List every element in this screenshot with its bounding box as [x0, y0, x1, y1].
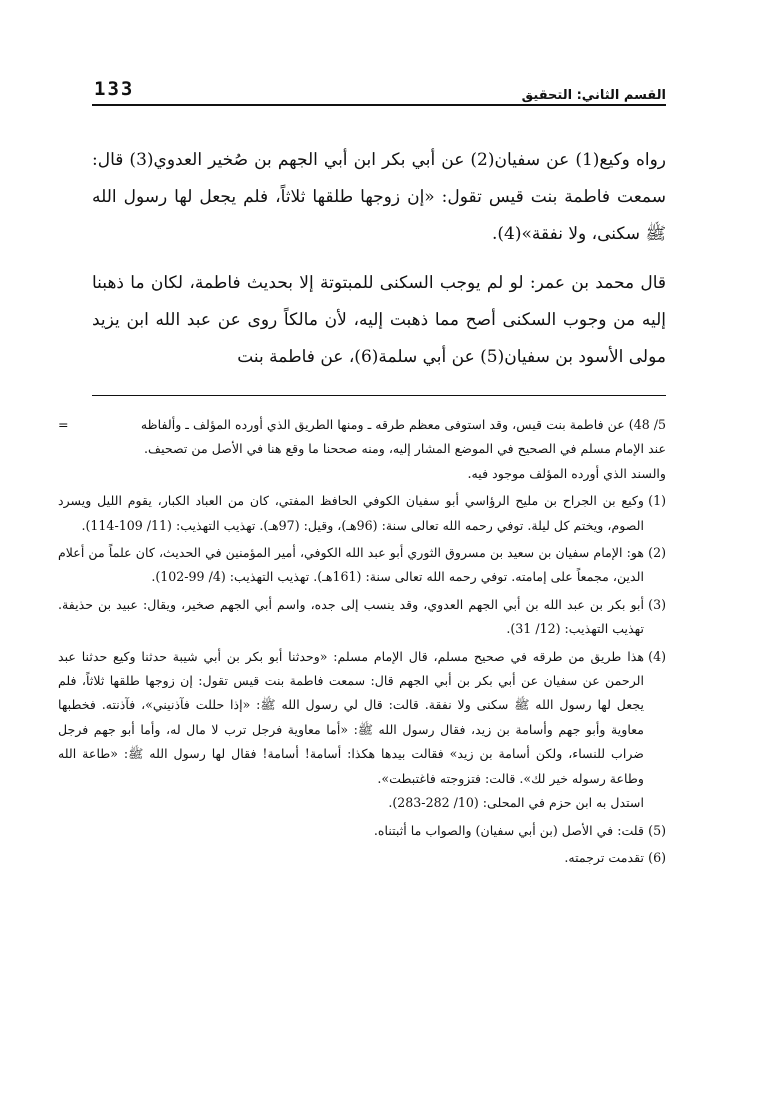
- main-text: [92, 142, 666, 376]
- footnote-text: تقدمت ترجمته.: [564, 849, 644, 865]
- footnote-text: استدل به ابن حزم في المحلى: (10/ 282-283).: [388, 795, 644, 811]
- footnote-number: (5): [648, 822, 666, 838]
- footnote-number: (2): [648, 545, 666, 561]
- footnotes: [58, 413, 666, 873]
- footnote-number: (3): [648, 596, 666, 612]
- footnote-separator: [92, 395, 666, 396]
- footnote: [58, 489, 666, 538]
- footnote: [58, 819, 666, 843]
- footnote-text: قلت: في الأصل (بن أبي سفيان) والصواب ما أثبتناه.: [373, 822, 644, 838]
- footnote: [58, 593, 666, 642]
- footnote-text: عند الإمام مسلم في الصحيح في الموضع المشار إليه، ومنه صححنا ما وقع هنا في الأصل من تصحيف.: [144, 441, 666, 457]
- footnote-number: (6): [648, 849, 666, 865]
- footnote-text: هو: الإمام سفيان بن سعيد بن مسروق الثوري أبو عبد الله الكوفي، أمير المؤمنين في الحديث، كان علماً من أعلام الدين، مجمعاً على إمامته. توفي رحمه الله تعالى سنة: (161هـ). تهذيب التهذيب: (4/ 99-102).: [58, 545, 644, 585]
- footnote-text: والسند الذي أورده المؤلف موجود فيه.: [467, 465, 666, 481]
- footnote: [58, 846, 666, 870]
- footnote-text: وكيع بن الجراح بن مليح الرؤاسي أبو سفيان الكوفي الحافظ المفتي، كان من العباد الكبار، يقوم الليل ويسرد الصوم، ويختم كل ليلة. توفي رحمه الله تعالى سنة: (96هـ)، وقيل: (97هـ). تهذيب التهذيب: (11/ 109-114).: [58, 493, 644, 533]
- page-header: [92, 78, 666, 106]
- footnote-text: 5/ 48) عن فاطمة بنت قيس، وقد استوفى معظم طرقه ـ ومنها الطريق الذي أورده المؤلف ـ وألفاظه: [140, 417, 666, 432]
- footnote: [58, 645, 666, 816]
- paragraph: رواه وكيع(1) عن سفيان(2) عن أبي بكر ابن أبي الجهم بن صُخير العدوي(3) قال: سمعت فاطمة بنت قيس تقول: «إن زوجها طلقها ثلاثاً، فلم يجعل لها رسول الله ﷺ سكنى، ولا نفقة»(4).: [92, 150, 666, 244]
- footnote-text: أبو بكر بن عبد الله بن أبي الجهم العدوي، وقد ينسب إلى جده، واسم أبي الجهم صخير، ويقال: عبيد بن حذيفة. تهذيب التهذيب: (12/ 31).: [58, 596, 644, 637]
- footnote: [58, 541, 666, 590]
- paragraph: قال محمد بن عمر: لو لم يوجب السكنى للمبتوتة إلا بحديث فاطمة، لكان ما ذهبنا إليه من وجوب السكنى أصح مما ذهبت إليه، لأن مالكاً روى عن عبد الله ابن يزيد مولى الأسود بن سفيان(5) عن أبي سلمة(6)، عن فاطمة بنت: [92, 273, 666, 367]
- page-number: 133: [94, 78, 135, 100]
- continuation-mark: =: [58, 417, 69, 432]
- running-head: القسم الثاني: التحقيق: [521, 88, 666, 103]
- footnote-number: (4): [648, 648, 666, 664]
- footnote-number: (1): [648, 493, 666, 509]
- header-rule: [92, 104, 666, 106]
- footnote-text: هذا طريق من طرقه في صحيح مسلم، قال الإمام مسلم: «وحدثنا أبو بكر بن أبي شيبة حدثنا وكيع حدثنا عبد الرحمن عن سفيان عن أبي بكر بن أبي الجهم قال: سمعت فاطمة بنت قيس تقول: إن زوجها طلقها ثلاثاً، فلم يجعل لها رسول الله ﷺ سكنى ولا نفقة. قالت: قال لي رسول الله ﷺ: «إذا حللت فآذنيني»، فآذنته. فخطبها معاوية وأبو جهم وأسامة بن زيد، فقال رسول الله ﷺ: «أما معاوية فرجل ترب لا مال له، وأما أبو جهم فرجل ضراب للنساء، ولكن أسامة بن زيد» فقالت بيدها هكذا: أسامة! أسامة! فقال لها رسول الله ﷺ: «طاعة الله وطاعة رسوله خير لك». قالت: فتزوجته فاغتبطت».: [58, 648, 644, 786]
- footnote-continuation: [58, 413, 666, 486]
